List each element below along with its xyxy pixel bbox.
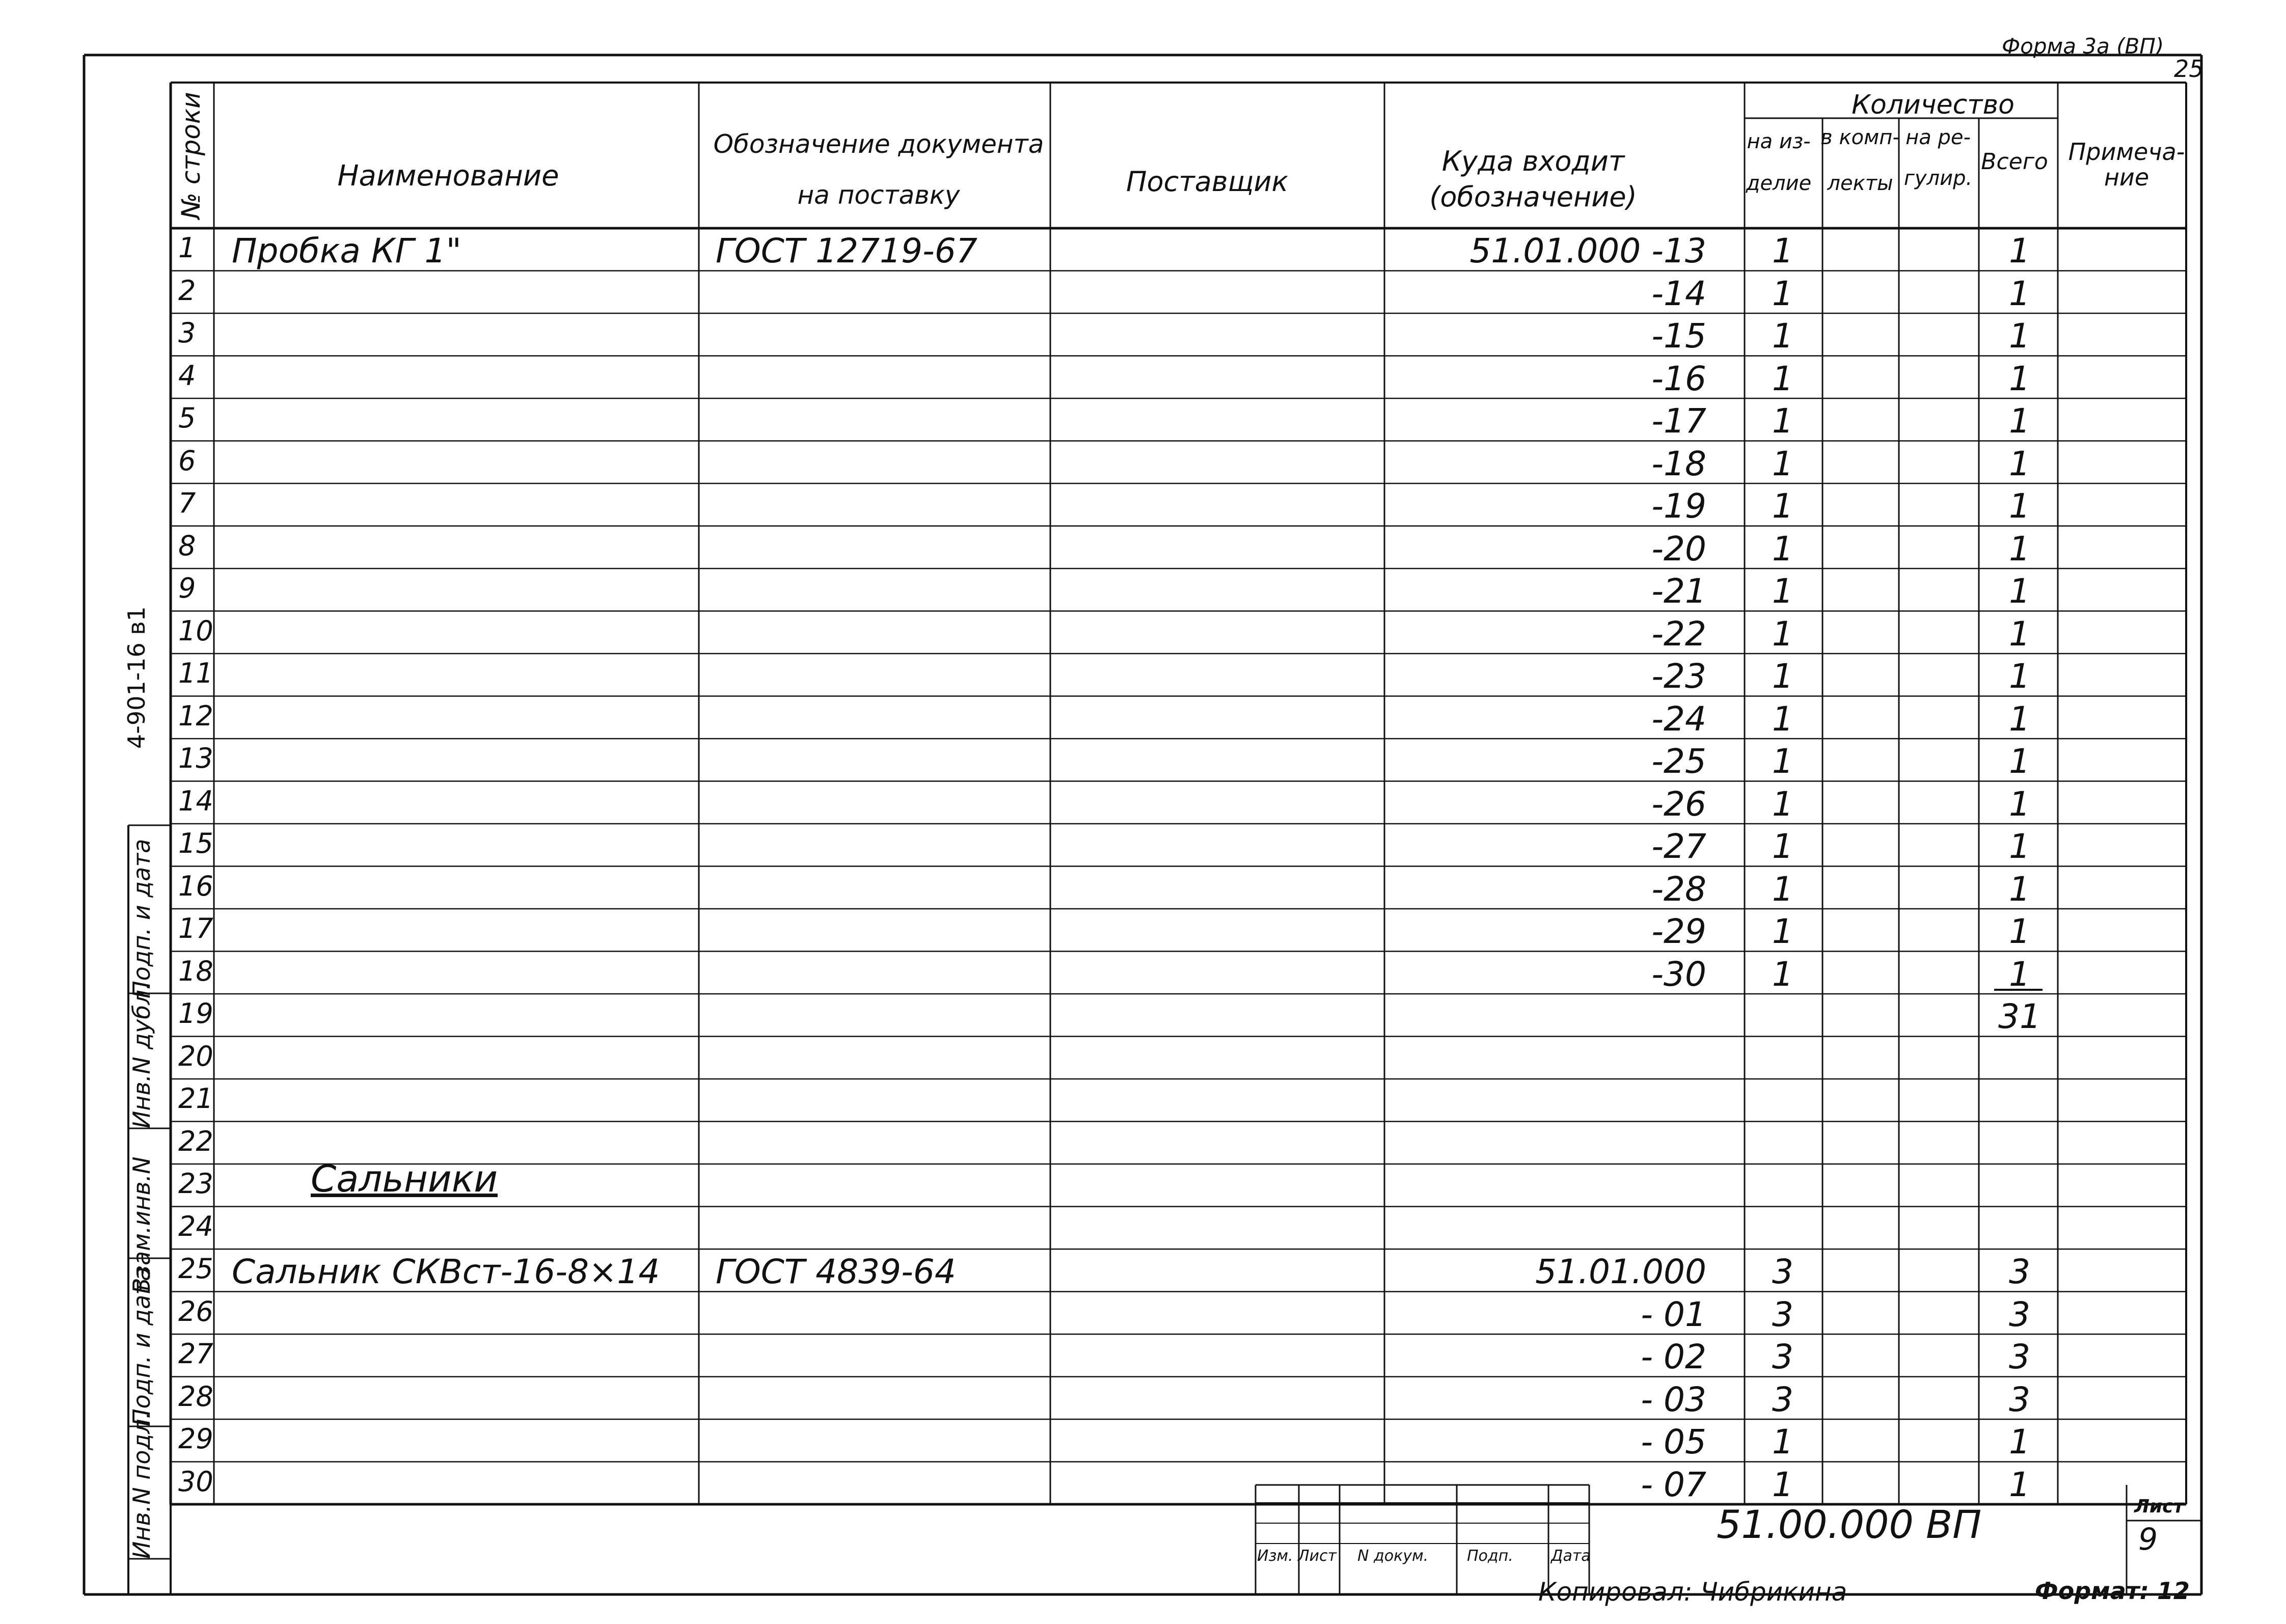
row-where: -26 (1651, 784, 1706, 824)
row-number: 19 (178, 997, 213, 1030)
row-total: 1 (2009, 869, 2030, 909)
tb-col-ndok: N докум. (1357, 1547, 1429, 1565)
header-doc-2: на поставку (797, 180, 960, 210)
row-qty: 1 (1772, 954, 1793, 994)
section-heading: Сальники (311, 1157, 498, 1200)
row-number: 23 (178, 1168, 213, 1200)
row-where: -16 (1651, 359, 1706, 398)
row-qty: 1 (1772, 699, 1793, 739)
row-total: 3 (2009, 1294, 2030, 1334)
designation: 51.00.000 ВП (1717, 1502, 1982, 1547)
row-qty: 1 (1772, 1422, 1793, 1461)
copied-by: Копировал: Чибрикина (1538, 1577, 1847, 1607)
row-qty: 1 (1772, 912, 1793, 951)
row-total: 1 (2009, 1465, 2030, 1504)
header-qty-total: Всего (1981, 149, 2048, 175)
row-number: 29 (178, 1423, 213, 1455)
row-number: 27 (178, 1338, 213, 1370)
row-where: -23 (1651, 657, 1706, 696)
row-where: -27 (1651, 827, 1706, 866)
row-total: 1 (2009, 657, 2030, 696)
row-number: 5 (178, 402, 196, 434)
header-name: Наименование (337, 159, 559, 193)
row-total: 1 (2009, 401, 2030, 441)
row-number: 9 (178, 572, 196, 604)
row-qty: 1 (1772, 444, 1793, 483)
sheet-number: 9 (2138, 1522, 2158, 1557)
row-total: 1 (2009, 742, 2030, 781)
row-qty: 1 (1772, 359, 1793, 398)
row-qty: 1 (1772, 784, 1793, 824)
row-number: 15 (178, 827, 213, 859)
row-total: 1 (2009, 614, 2030, 654)
row-total: 1 (2009, 444, 2030, 483)
row-number: 6 (178, 444, 196, 477)
row-where: - 01 (1641, 1294, 1706, 1334)
row-qty: 1 (1772, 742, 1793, 781)
stamp-inv-dubl: Инв.N дубл. (128, 982, 155, 1128)
row-number: 30 (178, 1465, 213, 1498)
left-margin-code: 4-901-16 в1 (123, 606, 150, 749)
row-where: -29 (1651, 912, 1706, 951)
format-label: Формат: 12 (2035, 1577, 2190, 1605)
row-qty: 1 (1772, 657, 1793, 696)
row-total: 3 (2009, 1252, 2030, 1291)
row-where: 51.01.000 -13 (1469, 231, 1706, 270)
row-total: 1 (2009, 359, 2030, 398)
row-total: 1 (2009, 316, 2030, 356)
row-number: 2 (178, 274, 196, 307)
row-where: -14 (1651, 274, 1706, 313)
header-qty-kits-1: в комп- (1820, 126, 1900, 149)
form-note: Форма 3а (ВП) (2002, 34, 2164, 59)
row-qty: 1 (1772, 1465, 1793, 1504)
row-where: -19 (1651, 486, 1706, 526)
row-total: 1 (2009, 699, 2030, 739)
row-qty: 1 (1772, 316, 1793, 356)
row-total: 1 (2009, 954, 2030, 994)
row-qty: 1 (1772, 401, 1793, 441)
row-where: -15 (1651, 316, 1706, 356)
row-qty: 1 (1772, 529, 1793, 569)
row-qty: 1 (1772, 572, 1793, 611)
header-supplier: Поставщик (1126, 166, 1289, 198)
row-number: 14 (178, 784, 213, 817)
row-qty: 1 (1772, 614, 1793, 654)
row-doc: ГОСТ 4839-64 (716, 1252, 956, 1291)
row-where: -17 (1651, 401, 1706, 441)
row-name: Пробка КГ 1" (232, 231, 461, 270)
row-where: - 07 (1641, 1465, 1706, 1504)
page-number-top: 25 (2174, 55, 2204, 83)
row-number: 22 (178, 1125, 213, 1157)
row-number: 11 (178, 657, 213, 689)
row-where: -20 (1651, 529, 1706, 569)
row-number: 3 (178, 317, 196, 349)
row-total: 1 (2009, 231, 2030, 270)
row-where: -21 (1651, 572, 1706, 611)
row-number: 21 (178, 1082, 213, 1115)
tb-col-podp: Подп. (1467, 1547, 1513, 1565)
row-number: 26 (178, 1295, 213, 1328)
row-total: 1 (2009, 912, 2030, 951)
row-qty: 3 (1772, 1337, 1793, 1376)
row-number: 13 (178, 742, 213, 774)
header-qty-item-2: делие (1746, 172, 1812, 195)
row-number: 18 (178, 955, 213, 987)
header-qty-kits-2: лекты (1827, 172, 1893, 195)
row-total: 3 (2009, 1337, 2030, 1376)
row-where: 51.01.000 (1535, 1252, 1706, 1291)
row-total: 1 (2009, 827, 2030, 866)
row-qty: 1 (1772, 274, 1793, 313)
row-doc: ГОСТ 12719-67 (716, 231, 977, 270)
row-total: 1 (2009, 572, 2030, 611)
row-qty: 3 (1772, 1379, 1793, 1419)
row-qty: 3 (1772, 1252, 1793, 1291)
row-where: -25 (1651, 742, 1706, 781)
row-number: 24 (178, 1210, 213, 1242)
row-total: 1 (2009, 1422, 2030, 1461)
row-number: 20 (178, 1040, 213, 1072)
header-note-2: ние (2104, 164, 2149, 191)
row-where: -24 (1651, 699, 1706, 739)
row-number: 10 (178, 614, 213, 647)
row-qty: 1 (1772, 869, 1793, 909)
stamp-inv-podl: Инв.N подл. (128, 1411, 155, 1559)
row-total: 3 (2009, 1379, 2030, 1419)
row-number: 4 (178, 359, 196, 392)
row-number: 12 (178, 699, 213, 732)
tb-col-izm: Изм. (1257, 1547, 1293, 1565)
row-where: - 02 (1641, 1337, 1706, 1376)
row-qty: 1 (1772, 231, 1793, 270)
header-row-no: № строки (176, 92, 206, 219)
stamp-podp-data-1: Подп. и дата (128, 1266, 155, 1426)
row-total: 31 (1998, 997, 2041, 1036)
row-where: - 03 (1641, 1379, 1706, 1419)
row-where: -18 (1651, 444, 1706, 483)
header-where-1: Куда входит (1441, 145, 1625, 177)
stamp-vzam-inv: Взам.инв.N (128, 1156, 155, 1294)
header-qty-reg-1: на ре- (1906, 126, 1971, 149)
row-number: 25 (178, 1253, 213, 1285)
row-total: 1 (2009, 274, 2030, 313)
row-number: 16 (178, 870, 213, 902)
header-note-1: Примеча- (2068, 138, 2185, 166)
row-number: 1 (178, 232, 196, 264)
row-qty: 3 (1772, 1294, 1793, 1334)
tb-col-list: Лист (1298, 1547, 1337, 1565)
row-where: -28 (1651, 869, 1706, 909)
row-where: -22 (1651, 614, 1706, 654)
header-doc-1: Обозначение документа (713, 129, 1044, 159)
sheet-label: Лист (2134, 1496, 2184, 1517)
row-number: 28 (178, 1380, 213, 1413)
header-qty: Количество (1852, 90, 2015, 120)
stamp-podp-data-2: Подп. и дата (128, 838, 155, 998)
row-name: Сальник СКВст-16-8×14 (232, 1252, 660, 1291)
row-number: 7 (178, 487, 196, 519)
header-qty-reg-2: гулир. (1903, 167, 1973, 190)
header-qty-item-1: на из- (1747, 130, 1811, 153)
row-where: -30 (1651, 954, 1706, 994)
row-total: 1 (2009, 529, 2030, 569)
row-number: 17 (178, 912, 213, 944)
header-where-2: (обозначение) (1429, 181, 1637, 213)
row-qty: 1 (1772, 486, 1793, 526)
row-where: - 05 (1641, 1422, 1706, 1461)
row-qty: 1 (1772, 827, 1793, 866)
row-number: 8 (178, 529, 196, 562)
row-total: 1 (2009, 486, 2030, 526)
tb-col-data: Дата (1551, 1547, 1591, 1565)
row-total: 1 (2009, 784, 2030, 824)
